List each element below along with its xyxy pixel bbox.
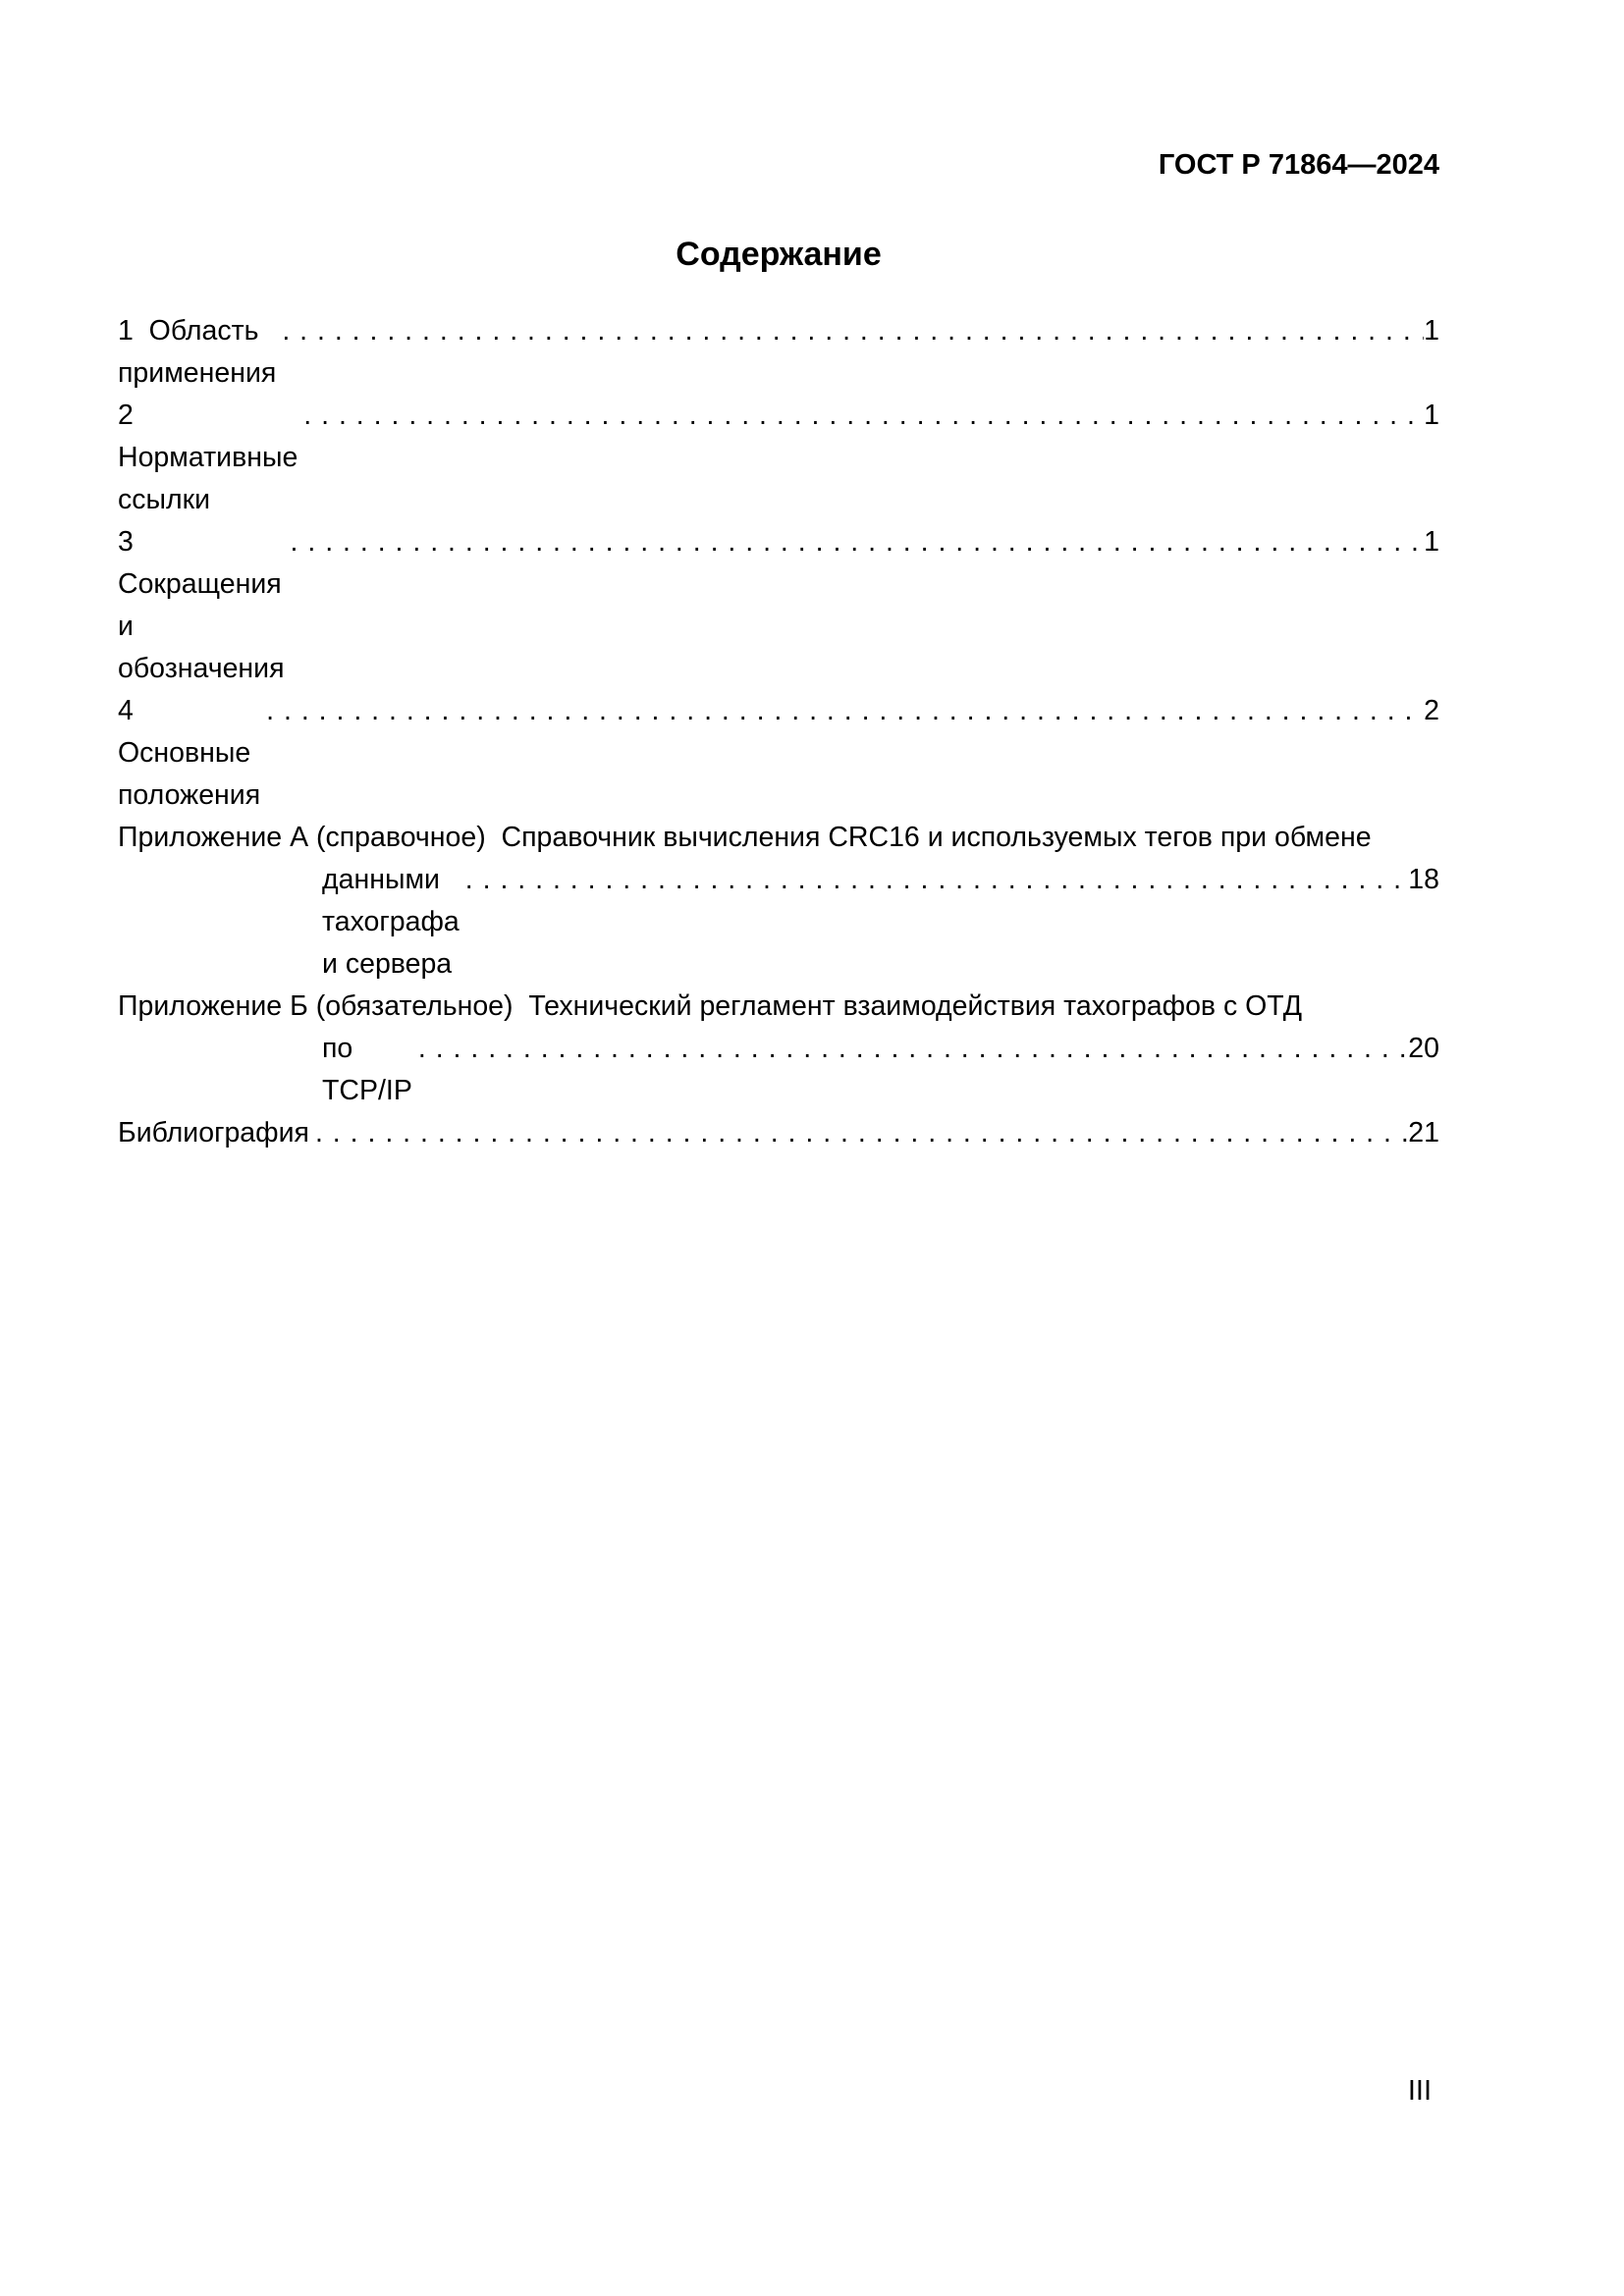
page-title: Содержание: [676, 236, 882, 273]
toc-dot-leader: [303, 395, 1424, 437]
toc-entry: [118, 395, 1439, 521]
footer-page-number: III: [1407, 2075, 1432, 2107]
toc-entry: [118, 817, 1439, 986]
toc-entry-text: 2 Нормативные ссылки: [118, 400, 306, 515]
toc-page-number: 1: [1424, 315, 1439, 347]
table-of-contents: [118, 310, 1439, 1154]
toc-entry-text: Приложение Б (обязательное) Технический регламент взаимодействия тахографов с ОТД: [118, 990, 1303, 1022]
toc-dot-leader: [282, 310, 1424, 352]
toc-entry-text: 3 Сокращения и обозначения: [118, 526, 290, 684]
toc-entry: [118, 1112, 1439, 1154]
toc-page-number: 20: [1408, 1033, 1439, 1064]
toc-dot-leader: [315, 1112, 1408, 1154]
toc-dot-leader: [418, 1028, 1408, 1070]
toc-entry: [118, 310, 1439, 395]
toc-dot-leader: [266, 690, 1424, 732]
toc-entry: [118, 521, 1439, 690]
toc-entry-text: 4 Основные положения: [118, 695, 261, 811]
toc-entry-text: 1 Область применения: [118, 315, 277, 389]
toc-page-number: 2: [1424, 695, 1439, 726]
toc-page-number: 1: [1424, 526, 1439, 558]
toc-dot-leader: [465, 859, 1409, 901]
doc-number-header: ГОСТ Р 71864—2024: [1158, 149, 1439, 181]
toc-entry-continuation-text: по TCP/IP: [322, 1033, 412, 1106]
toc-page-number: 18: [1408, 864, 1439, 895]
toc-dot-leader: [291, 521, 1425, 563]
page-content: [118, 0, 1439, 1154]
toc-entry-continuation-text: данными тахографа и сервера: [322, 864, 467, 980]
toc-entry-text: Библиография: [118, 1117, 309, 1148]
toc-entry: [118, 690, 1439, 817]
toc-entry-text: Приложение А (справочное) Справочник вычисления CRC16 и используемых тегов при обмене: [118, 822, 1372, 853]
toc-page-number: 21: [1408, 1117, 1439, 1148]
toc-page-number: 1: [1424, 400, 1439, 431]
toc-entry: [118, 986, 1439, 1112]
